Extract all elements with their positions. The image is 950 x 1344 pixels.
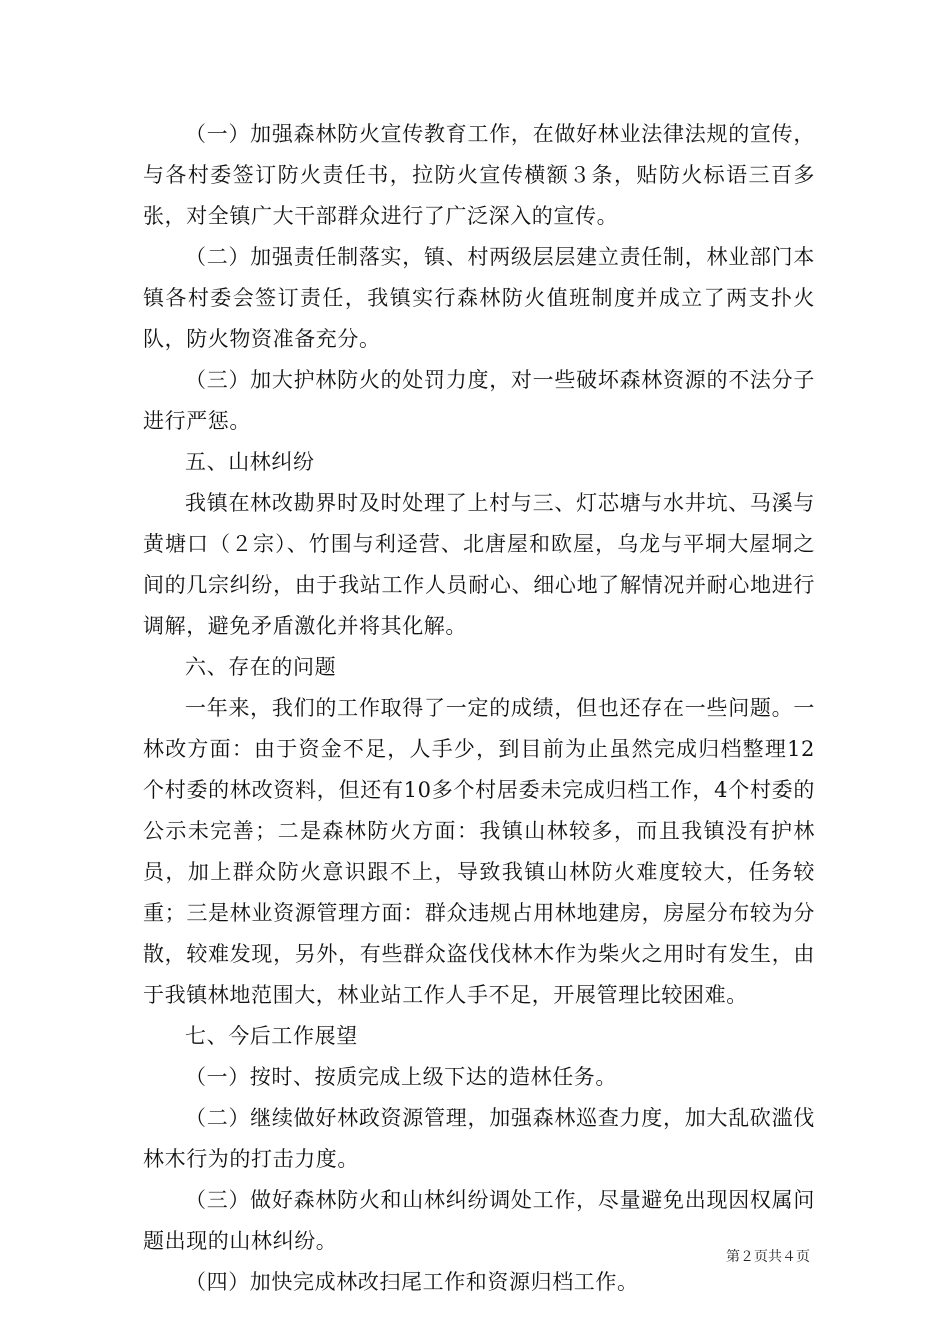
page-number-footer: 第２页共４页: [726, 1249, 810, 1265]
paragraph-outlook-1: （一）按时、按质完成上级下达的造林任务。: [185, 1065, 617, 1089]
section-heading-existing-problems: 六、存在的问题: [185, 655, 337, 679]
paragraph-penalties: （三）加大护林防火的处罚力度，对一些破坏森林资源的不法分子进行严惩。: [143, 368, 815, 433]
paragraph-outlook-2: （二）继续做好林政资源管理，加强森林巡查力度，加大乱砍滥伐林木行为的打击力度。: [143, 1106, 815, 1171]
paragraph-outlook-4: （四）加快完成林改扫尾工作和资源归档工作。: [185, 1270, 639, 1294]
section-heading-forest-disputes: 五、山林纠纷: [185, 450, 315, 474]
paragraph-outlook-3: （三）做好森林防火和山林纠纷调处工作，尽量避免出现因权属问题出现的山林纠纷。: [143, 1188, 815, 1253]
paragraph-fire-publicity: （一）加强森林防火宣传教育工作，在做好林业法律法规的宣传，与各村委签订防火责任书，拉防火宣传横额３条，贴防火标语三百多张，对全镇广大干部群众进行了广泛深入的宣传。: [143, 122, 815, 228]
section-heading-future-outlook: 七、今后工作展望: [185, 1024, 358, 1048]
paragraph-forest-disputes: 我镇在林改勘界时及时处理了上村与三、灯芯塘与水井坑、马溪与黄塘口（２宗）、竹围与利迳营、北唐屋和欧屋，乌龙与平垌大屋垌之间的几宗纠纷，由于我站工作人员耐心、细心地了解情况并耐心地进行调解，避免矛盾激化并将其化解。: [143, 491, 815, 638]
document-body: [143, 114, 815, 1303]
paragraph-responsibility-system: （二）加强责任制落实，镇、村两级层层建立责任制，林业部门本镇各村委会签订责任，我镇实行森林防火值班制度并成立了两支扑火队，防火物资准备充分。: [143, 245, 815, 351]
paragraph-existing-problems: 一年来，我们的工作取得了一定的成绩，但也还存在一些问题。一林改方面：由于资金不足，人手少，到目前为止虽然完成归档整理12个村委的林改资料，但还有10多个村居委未完成归档工作，4个村委的公示未完善；二是森林防火方面：我镇山林较多，而且我镇没有护林员，加上群众防火意识跟不上，导致我镇山林防火难度较大，任务较重；三是林业资源管理方面：群众违规占用林地建房，房屋分布较为分散，较难发现，另外，有些群众盗伐伐林木作为柴火之用时有发生，由于我镇林地范围大，林业站工作人手不足，开展管理比较困难。: [143, 696, 815, 1007]
